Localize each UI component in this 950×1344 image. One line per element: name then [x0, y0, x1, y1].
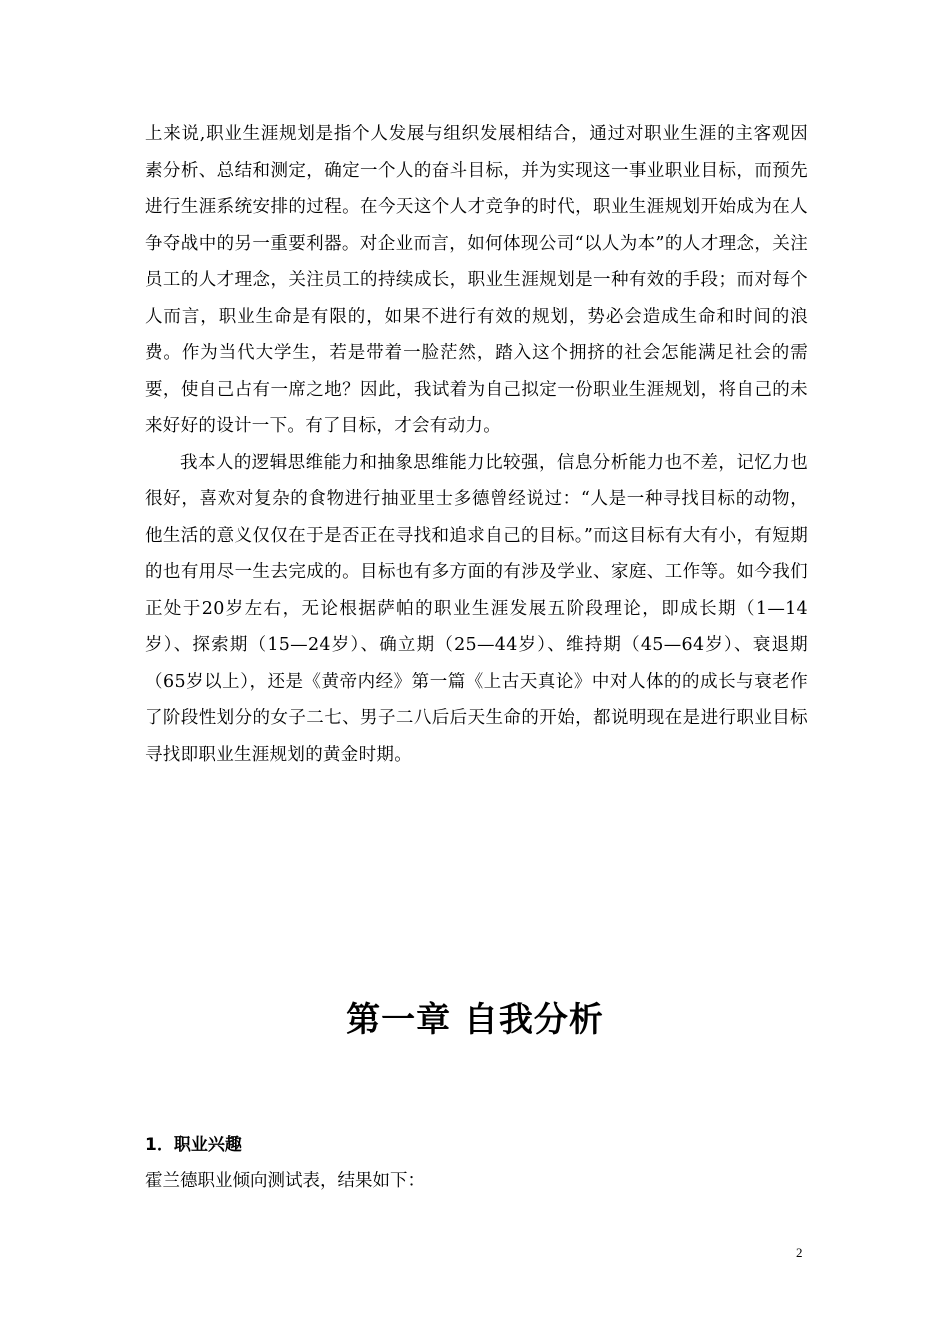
section-heading: 1．职业兴趣	[145, 1135, 242, 1155]
page-number: 2	[796, 1245, 803, 1260]
section-text: 霍兰德职业倾向测试表，结果如下：	[145, 1171, 425, 1191]
paragraph-self-assessment: 我本人的逻辑思维能力和抽象思维能力比较强，信息分析能力也不差，记忆力也很好，喜欢对复杂的食物进行抽亚里士多德曾经说过：“人是一种寻找目标的动物，他生活的意义仅仅在于是否正在寻找和追求自己的目标。”而这目标有大有小，有短期的也有用尽一生去完成的。目标也有多方面的有涉及学业、家庭、工作等。如今我们正处于20岁左右，无论根据萨帕的职业生涯发展五阶段理论，即成长期（1—14岁）、探索期（15—24岁）、确立期（25—44岁）、维持期（45—64岁）、衰退期（65岁以上），还是《黄帝内经》第一篇《上古天真论》中对人体的的成长与衰老作了阶段性划分的女子二七、男子二八后后天生命的开始，都说明现在是进行职业目标寻找即职业生涯规划的黄金时期。	[145, 452, 808, 765]
body-text	[145, 116, 808, 773]
paragraph-career-planning: 上来说,职业生涯规划是指个人发展与组织发展相结合，通过对职业生涯的主客观因素分析、总结和测定，确定一个人的奋斗目标，并为实现这一事业职业目标，而预先进行生涯系统安排的过程。在今天这个人才竞争的时代，职业生涯规划开始成为在人争夺战中的另一重要利器。对企业而言，如何体现公司“以人为本”的人才理念，关注员工的人才理念，关注员工的持续成长，职业生涯规划是一种有效的手段；而对每个人而言，职业生命是有限的，如果不进行有效的规划，势必会造成生命和时间的浪费。作为当代大学生，若是带着一脸茫然，踏入这个拥挤的社会怎能满足社会的需要，使自己占有一席之地？因此，我试着为自己拟定一份职业生涯规划，将自己的未来好好的设计一下。有了目标，才会有动力。	[145, 124, 808, 436]
chapter-title: 第一章 自我分析	[346, 1000, 604, 1040]
